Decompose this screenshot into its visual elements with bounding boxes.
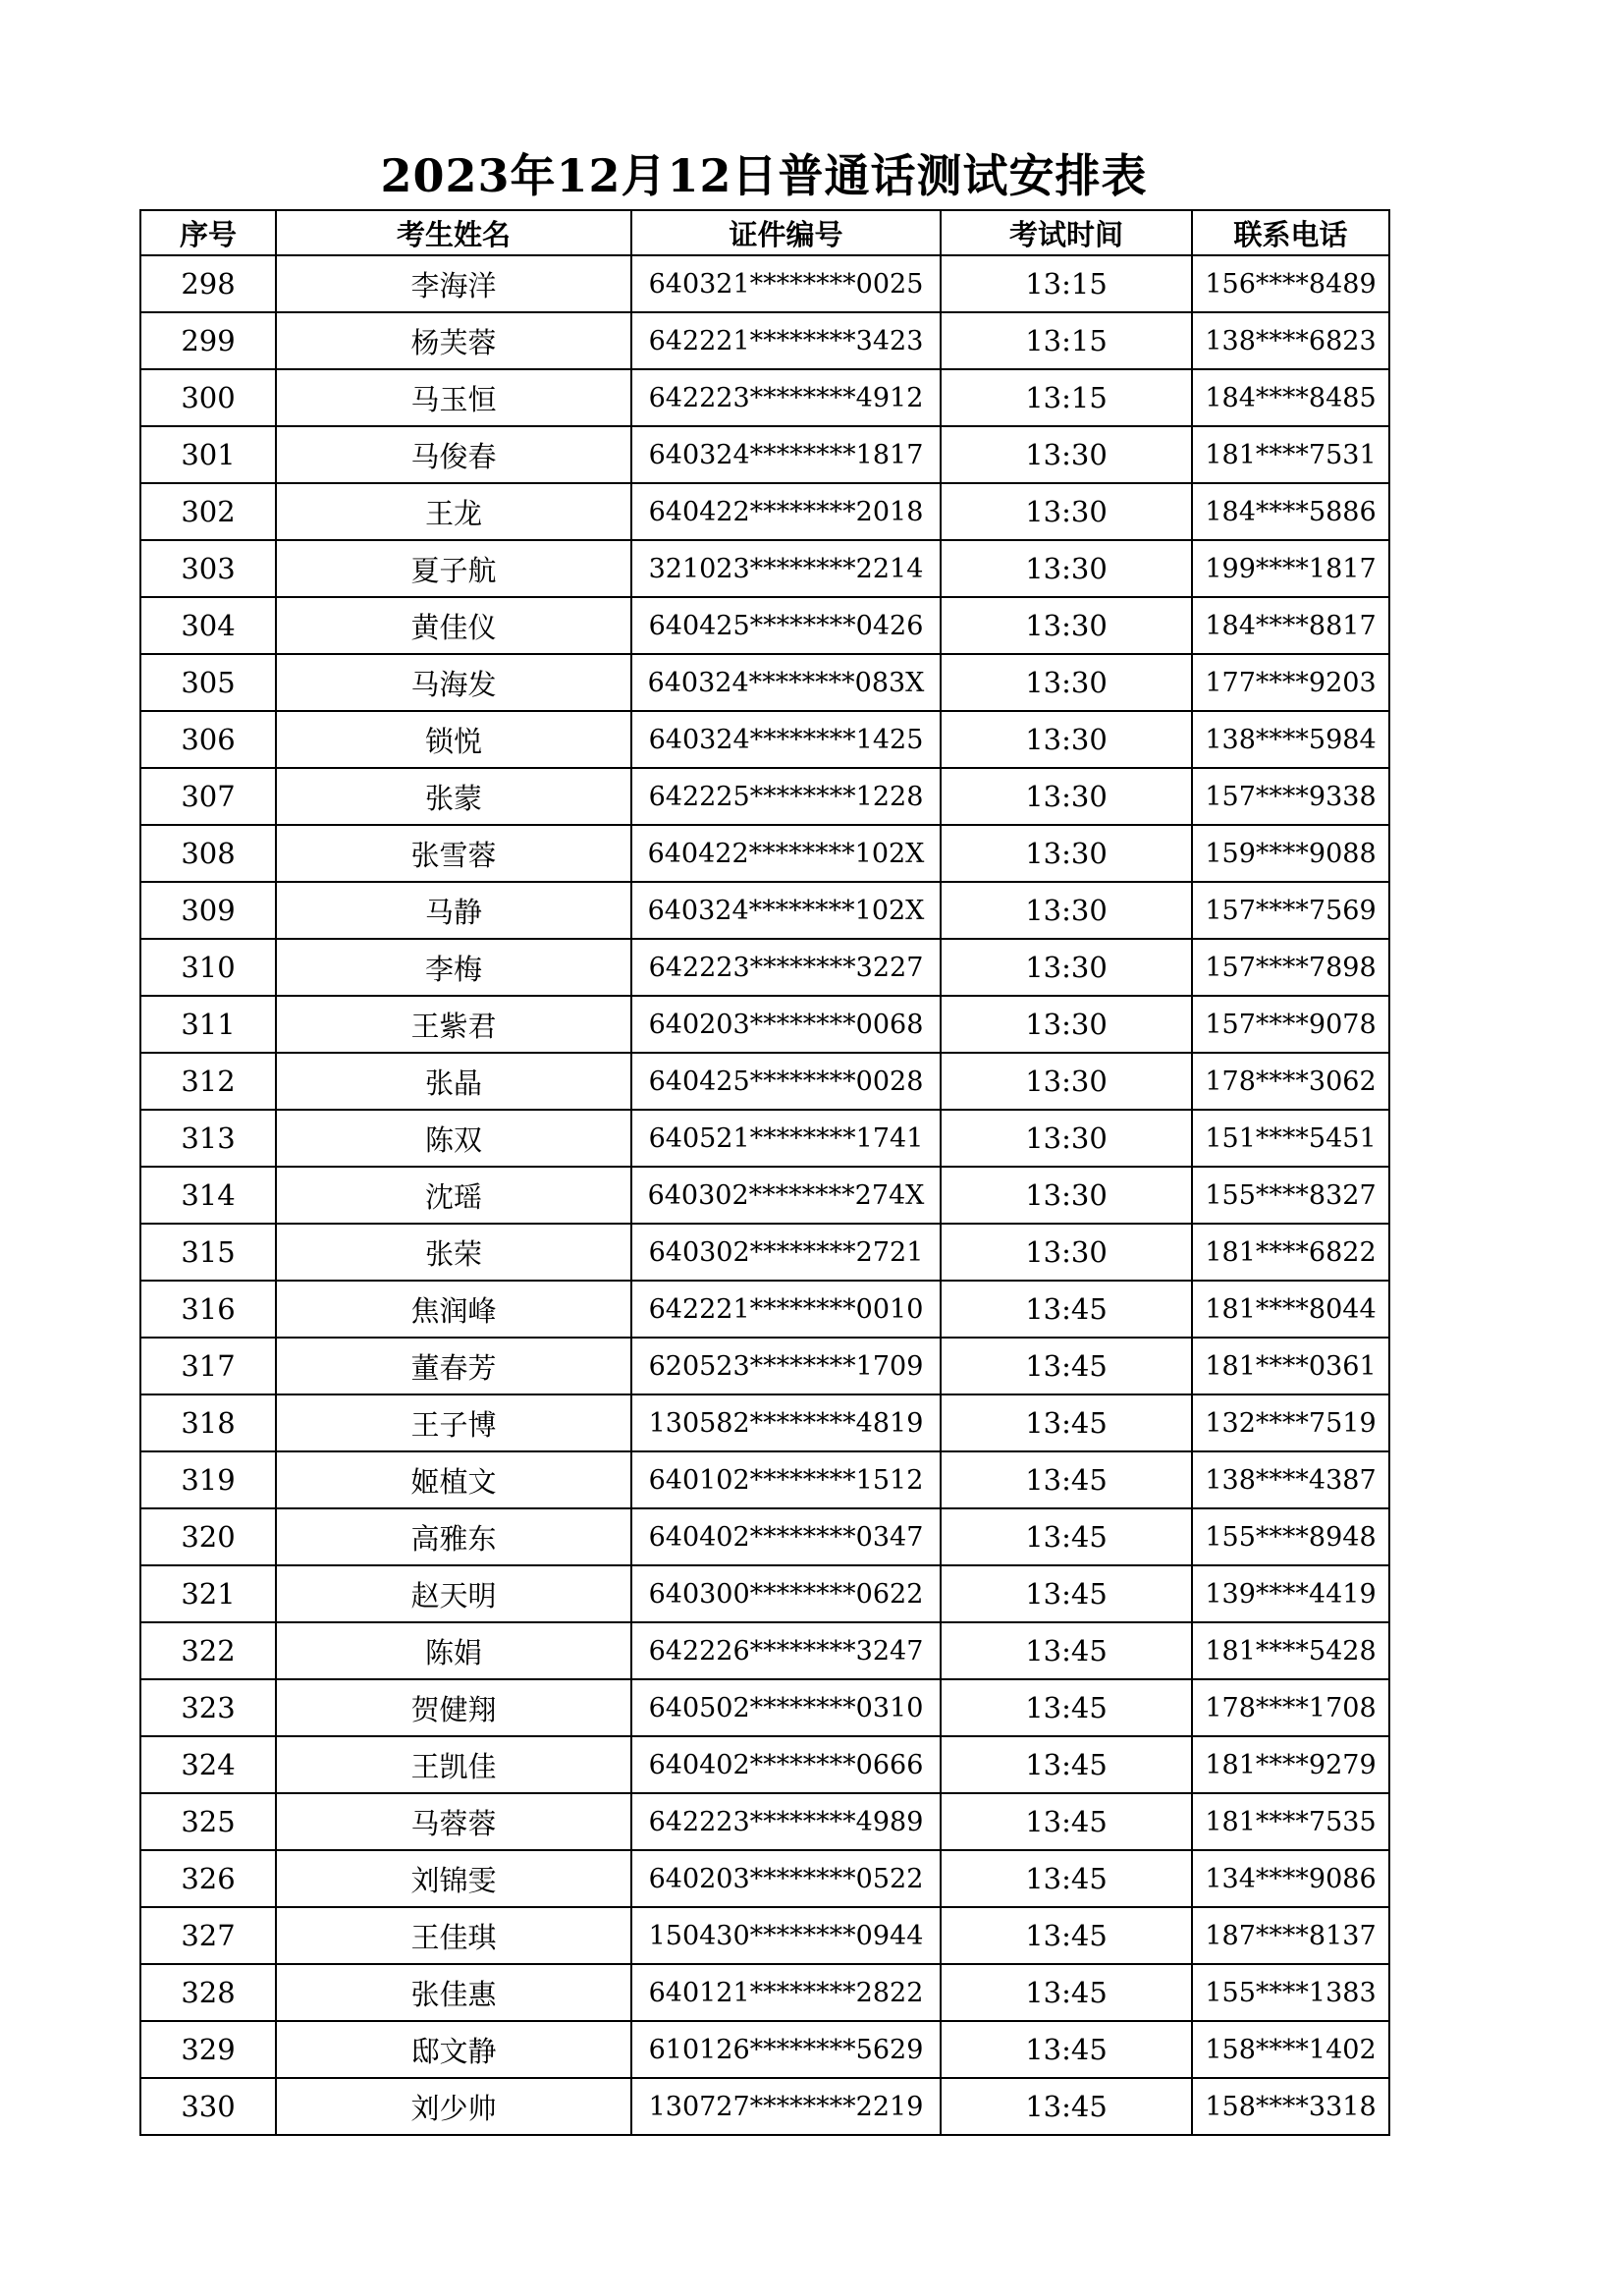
table-row	[140, 996, 1389, 1053]
cell-exam-time: 13:30	[941, 711, 1192, 768]
cell-serial-number: 301	[140, 426, 276, 483]
cell-id-number: 642223********4912	[631, 369, 941, 426]
cell-candidate-name: 王凯佳	[276, 1736, 631, 1793]
cell-phone: 181****8044	[1192, 1281, 1389, 1338]
table-row	[140, 1850, 1389, 1907]
header-exam-time: 考试时间	[941, 210, 1192, 255]
table-row	[140, 1793, 1389, 1850]
cell-phone: 178****1708	[1192, 1679, 1389, 1736]
table-row	[140, 483, 1389, 540]
cell-exam-time: 13:45	[941, 2078, 1192, 2135]
cell-exam-time: 13:45	[941, 1622, 1192, 1679]
cell-id-number: 642226********3247	[631, 1622, 941, 1679]
cell-serial-number: 305	[140, 654, 276, 711]
cell-candidate-name: 刘少帅	[276, 2078, 631, 2135]
cell-serial-number: 321	[140, 1565, 276, 1622]
cell-candidate-name: 陈娟	[276, 1622, 631, 1679]
cell-id-number: 640302********274X	[631, 1167, 941, 1224]
cell-candidate-name: 李海洋	[276, 255, 631, 312]
cell-exam-time: 13:30	[941, 597, 1192, 654]
cell-id-number: 642221********0010	[631, 1281, 941, 1338]
cell-exam-time: 13:30	[941, 1053, 1192, 1110]
table-row	[140, 825, 1389, 882]
cell-phone: 181****9279	[1192, 1736, 1389, 1793]
cell-id-number: 130582********4819	[631, 1394, 941, 1451]
cell-phone: 138****6823	[1192, 312, 1389, 369]
table-row	[140, 540, 1389, 597]
cell-candidate-name: 夏子航	[276, 540, 631, 597]
cell-exam-time: 13:15	[941, 369, 1192, 426]
cell-exam-time: 13:30	[941, 654, 1192, 711]
header-phone: 联系电话	[1192, 210, 1389, 255]
table-body	[140, 255, 1389, 2135]
cell-serial-number: 310	[140, 939, 276, 996]
cell-id-number: 640203********0068	[631, 996, 941, 1053]
cell-candidate-name: 张佳惠	[276, 1964, 631, 2021]
cell-serial-number: 315	[140, 1224, 276, 1281]
table-row	[140, 1110, 1389, 1167]
cell-id-number: 640324********102X	[631, 882, 941, 939]
cell-exam-time: 13:45	[941, 1338, 1192, 1394]
cell-id-number: 321023********2214	[631, 540, 941, 597]
cell-exam-time: 13:45	[941, 1451, 1192, 1508]
cell-serial-number: 311	[140, 996, 276, 1053]
cell-exam-time: 13:30	[941, 1110, 1192, 1167]
cell-serial-number: 316	[140, 1281, 276, 1338]
cell-id-number: 642225********1228	[631, 768, 941, 825]
cell-phone: 138****5984	[1192, 711, 1389, 768]
cell-serial-number: 299	[140, 312, 276, 369]
cell-candidate-name: 邸文静	[276, 2021, 631, 2078]
cell-exam-time: 13:30	[941, 1224, 1192, 1281]
cell-exam-time: 13:45	[941, 1736, 1192, 1793]
cell-exam-time: 13:45	[941, 1964, 1192, 2021]
cell-candidate-name: 锁悦	[276, 711, 631, 768]
table-row	[140, 2078, 1389, 2135]
cell-candidate-name: 焦润峰	[276, 1281, 631, 1338]
cell-candidate-name: 沈瑶	[276, 1167, 631, 1224]
cell-serial-number: 302	[140, 483, 276, 540]
table-header	[140, 210, 1389, 255]
table-row	[140, 255, 1389, 312]
cell-phone: 132****7519	[1192, 1394, 1389, 1451]
cell-candidate-name: 黄佳仪	[276, 597, 631, 654]
cell-id-number: 640422********102X	[631, 825, 941, 882]
cell-phone: 156****8489	[1192, 255, 1389, 312]
header-row	[140, 210, 1389, 255]
cell-id-number: 640402********0347	[631, 1508, 941, 1565]
cell-phone: 181****6822	[1192, 1224, 1389, 1281]
cell-exam-time: 13:30	[941, 426, 1192, 483]
table-row	[140, 1508, 1389, 1565]
cell-candidate-name: 张蒙	[276, 768, 631, 825]
cell-serial-number: 298	[140, 255, 276, 312]
cell-serial-number: 320	[140, 1508, 276, 1565]
cell-candidate-name: 高雅东	[276, 1508, 631, 1565]
cell-phone: 184****8485	[1192, 369, 1389, 426]
cell-phone: 159****9088	[1192, 825, 1389, 882]
cell-exam-time: 13:30	[941, 882, 1192, 939]
cell-candidate-name: 马海发	[276, 654, 631, 711]
cell-phone: 187****8137	[1192, 1907, 1389, 1964]
cell-serial-number: 317	[140, 1338, 276, 1394]
table-row	[140, 1907, 1389, 1964]
cell-phone: 157****9338	[1192, 768, 1389, 825]
cell-id-number: 640422********2018	[631, 483, 941, 540]
cell-phone: 139****4419	[1192, 1565, 1389, 1622]
cell-phone: 199****1817	[1192, 540, 1389, 597]
table-row	[140, 1622, 1389, 1679]
cell-candidate-name: 王紫君	[276, 996, 631, 1053]
cell-id-number: 150430********0944	[631, 1907, 941, 1964]
cell-exam-time: 13:30	[941, 996, 1192, 1053]
cell-serial-number: 318	[140, 1394, 276, 1451]
cell-id-number: 130727********2219	[631, 2078, 941, 2135]
cell-exam-time: 13:15	[941, 312, 1192, 369]
cell-serial-number: 314	[140, 1167, 276, 1224]
cell-candidate-name: 王子博	[276, 1394, 631, 1451]
cell-exam-time: 13:45	[941, 1907, 1192, 1964]
cell-exam-time: 13:45	[941, 1281, 1192, 1338]
table-row	[140, 1964, 1389, 2021]
table-row	[140, 1451, 1389, 1508]
header-id-number: 证件编号	[631, 210, 941, 255]
cell-phone: 134****9086	[1192, 1850, 1389, 1907]
table-row	[140, 882, 1389, 939]
cell-id-number: 640521********1741	[631, 1110, 941, 1167]
cell-candidate-name: 张雪蓉	[276, 825, 631, 882]
cell-candidate-name: 杨芙蓉	[276, 312, 631, 369]
cell-serial-number: 326	[140, 1850, 276, 1907]
cell-id-number: 640300********0622	[631, 1565, 941, 1622]
cell-exam-time: 13:45	[941, 1679, 1192, 1736]
cell-candidate-name: 王佳琪	[276, 1907, 631, 1964]
cell-exam-time: 13:45	[941, 2021, 1192, 2078]
cell-serial-number: 322	[140, 1622, 276, 1679]
cell-id-number: 640121********2822	[631, 1964, 941, 2021]
cell-serial-number: 323	[140, 1679, 276, 1736]
table-row	[140, 768, 1389, 825]
cell-exam-time: 13:15	[941, 255, 1192, 312]
cell-id-number: 640302********2721	[631, 1224, 941, 1281]
cell-phone: 157****7569	[1192, 882, 1389, 939]
cell-serial-number: 308	[140, 825, 276, 882]
cell-candidate-name: 姬植文	[276, 1451, 631, 1508]
cell-serial-number: 328	[140, 1964, 276, 2021]
cell-candidate-name: 贺健翔	[276, 1679, 631, 1736]
table-row	[140, 312, 1389, 369]
cell-serial-number: 309	[140, 882, 276, 939]
cell-candidate-name: 张荣	[276, 1224, 631, 1281]
cell-serial-number: 324	[140, 1736, 276, 1793]
cell-candidate-name: 马蓉蓉	[276, 1793, 631, 1850]
cell-exam-time: 13:30	[941, 1167, 1192, 1224]
schedule-table	[139, 209, 1390, 2136]
cell-phone: 155****8948	[1192, 1508, 1389, 1565]
cell-phone: 158****3318	[1192, 2078, 1389, 2135]
table-row	[140, 1394, 1389, 1451]
cell-candidate-name: 张晶	[276, 1053, 631, 1110]
table-row	[140, 711, 1389, 768]
cell-serial-number: 313	[140, 1110, 276, 1167]
cell-exam-time: 13:30	[941, 939, 1192, 996]
cell-phone: 138****4387	[1192, 1451, 1389, 1508]
header-serial-number: 序号	[140, 210, 276, 255]
cell-id-number: 642223********3227	[631, 939, 941, 996]
cell-exam-time: 13:45	[941, 1394, 1192, 1451]
cell-exam-time: 13:45	[941, 1565, 1192, 1622]
cell-id-number: 640324********1817	[631, 426, 941, 483]
cell-id-number: 642223********4989	[631, 1793, 941, 1850]
cell-id-number: 640502********0310	[631, 1679, 941, 1736]
table-row	[140, 426, 1389, 483]
cell-phone: 151****5451	[1192, 1110, 1389, 1167]
cell-phone: 178****3062	[1192, 1053, 1389, 1110]
cell-candidate-name: 董春芳	[276, 1338, 631, 1394]
cell-id-number: 640203********0522	[631, 1850, 941, 1907]
cell-exam-time: 13:30	[941, 540, 1192, 597]
table-row	[140, 597, 1389, 654]
table-row	[140, 1167, 1389, 1224]
cell-serial-number: 319	[140, 1451, 276, 1508]
table-row	[140, 1679, 1389, 1736]
cell-serial-number: 300	[140, 369, 276, 426]
cell-phone: 155****1383	[1192, 1964, 1389, 2021]
table-row	[140, 1281, 1389, 1338]
cell-exam-time: 13:45	[941, 1793, 1192, 1850]
cell-exam-time: 13:30	[941, 768, 1192, 825]
cell-phone: 157****7898	[1192, 939, 1389, 996]
cell-serial-number: 307	[140, 768, 276, 825]
cell-id-number: 640402********0666	[631, 1736, 941, 1793]
cell-serial-number: 329	[140, 2021, 276, 2078]
cell-exam-time: 13:30	[941, 483, 1192, 540]
cell-serial-number: 304	[140, 597, 276, 654]
cell-candidate-name: 赵天明	[276, 1565, 631, 1622]
cell-candidate-name: 刘锦雯	[276, 1850, 631, 1907]
cell-exam-time: 13:30	[941, 825, 1192, 882]
cell-serial-number: 303	[140, 540, 276, 597]
cell-exam-time: 13:45	[941, 1850, 1192, 1907]
cell-candidate-name: 马静	[276, 882, 631, 939]
cell-id-number: 640425********0028	[631, 1053, 941, 1110]
cell-id-number: 642221********3423	[631, 312, 941, 369]
table-row	[140, 939, 1389, 996]
cell-id-number: 640321********0025	[631, 255, 941, 312]
cell-candidate-name: 陈双	[276, 1110, 631, 1167]
cell-id-number: 640324********083X	[631, 654, 941, 711]
table-row	[140, 1053, 1389, 1110]
cell-serial-number: 306	[140, 711, 276, 768]
cell-id-number: 610126********5629	[631, 2021, 941, 2078]
cell-id-number: 640102********1512	[631, 1451, 941, 1508]
cell-serial-number: 330	[140, 2078, 276, 2135]
cell-candidate-name: 马俊春	[276, 426, 631, 483]
cell-serial-number: 325	[140, 1793, 276, 1850]
cell-phone: 155****8327	[1192, 1167, 1389, 1224]
table-row	[140, 1224, 1389, 1281]
cell-phone: 181****7531	[1192, 426, 1389, 483]
table-row	[140, 1565, 1389, 1622]
cell-phone: 157****9078	[1192, 996, 1389, 1053]
cell-phone: 158****1402	[1192, 2021, 1389, 2078]
cell-phone: 184****5886	[1192, 483, 1389, 540]
cell-serial-number: 312	[140, 1053, 276, 1110]
cell-phone: 181****7535	[1192, 1793, 1389, 1850]
cell-candidate-name: 王龙	[276, 483, 631, 540]
cell-id-number: 640425********0426	[631, 597, 941, 654]
cell-phone: 177****9203	[1192, 654, 1389, 711]
cell-candidate-name: 李梅	[276, 939, 631, 996]
cell-id-number: 640324********1425	[631, 711, 941, 768]
header-candidate-name: 考生姓名	[276, 210, 631, 255]
table-row	[140, 2021, 1389, 2078]
table-row	[140, 654, 1389, 711]
cell-candidate-name: 马玉恒	[276, 369, 631, 426]
page-title: 2023年12月12日普通话测试安排表	[380, 149, 1148, 202]
cell-serial-number: 327	[140, 1907, 276, 1964]
table-row	[140, 369, 1389, 426]
table-row	[140, 1736, 1389, 1793]
cell-phone: 181****5428	[1192, 1622, 1389, 1679]
table-row	[140, 1338, 1389, 1394]
cell-phone: 181****0361	[1192, 1338, 1389, 1394]
cell-exam-time: 13:45	[941, 1508, 1192, 1565]
cell-id-number: 620523********1709	[631, 1338, 941, 1394]
cell-phone: 184****8817	[1192, 597, 1389, 654]
